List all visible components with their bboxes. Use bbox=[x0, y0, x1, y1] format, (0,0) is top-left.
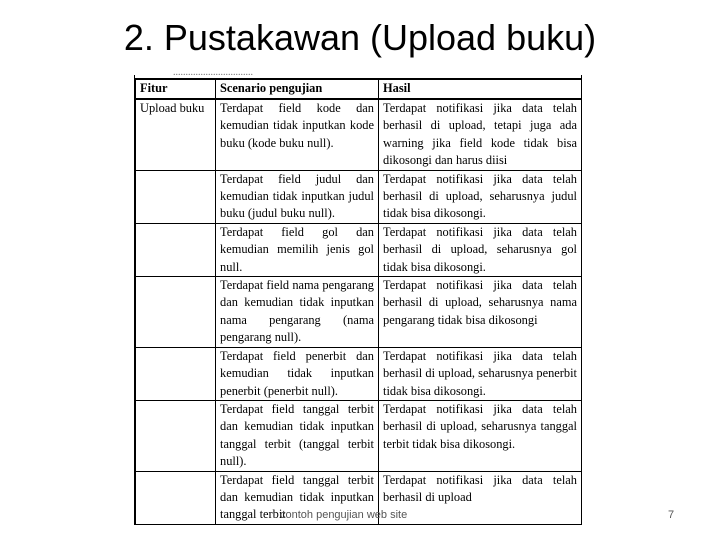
result-cell: Terdapat notifikasi jika data telah berhasil di upload, seharusnya penerbit tidak bisa dikosongi. bbox=[379, 347, 582, 400]
scenario-cell: Terdapat field kode dan kemudian tidak inputkan kode buku (kode buku null). bbox=[216, 99, 379, 170]
page-number: 7 bbox=[668, 509, 675, 521]
result-cell: Terdapat notifikasi jika data telah berhasil di upload, seharusnya gol tidak bisa dikosongi. bbox=[379, 223, 582, 276]
header-hasil: Hasil bbox=[379, 79, 582, 99]
cropped-text-remnant: ................................ bbox=[173, 67, 253, 78]
result-cell: Terdapat notifikasi jika data telah berhasil di upload, tetapi juga ada warning jika field kode tidak bisa dikosongi dan harus diisi bbox=[379, 99, 582, 170]
slide-title: 2. Pustakawan (Upload buku) bbox=[123, 17, 597, 58]
test-scenario-table bbox=[135, 78, 582, 525]
table-row bbox=[136, 223, 582, 276]
feature-cell-empty bbox=[136, 223, 216, 276]
table-row bbox=[136, 99, 582, 170]
header-scenario: Scenario pengujian bbox=[216, 79, 379, 99]
table-row bbox=[136, 277, 582, 348]
result-cell: Terdapat notifikasi jika data telah berhasil di upload bbox=[379, 471, 582, 524]
scenario-cell: Terdapat field gol dan kemudian memilih jenis gol null. bbox=[216, 223, 379, 276]
feature-cell-empty bbox=[136, 170, 216, 223]
result-cell: Terdapat notifikasi jika data telah berhasil di upload, seharusnya tanggal terbit tidak bisa dikosongi. bbox=[379, 400, 582, 471]
header-fitur: Fitur bbox=[136, 79, 216, 99]
feature-cell-empty bbox=[136, 347, 216, 400]
scenario-cell: Terdapat field nama pengarang dan kemudian tidak inputkan nama pengarang (nama pengarang null). bbox=[216, 277, 379, 348]
table-header-row bbox=[136, 79, 582, 99]
table-row bbox=[136, 170, 582, 223]
scenario-cell: Terdapat field tanggal terbit dan kemudian tidak inputkan tanggal terbit (tanggal terbit null). bbox=[216, 400, 379, 471]
slide-footer: contoh pengujian web site bbox=[280, 509, 408, 521]
feature-cell-empty bbox=[136, 400, 216, 471]
feature-cell-empty bbox=[136, 277, 216, 348]
table-row bbox=[136, 400, 582, 471]
scenario-cell: Terdapat field penerbit dan kemudian tidak inputkan penerbit (penerbit null). bbox=[216, 347, 379, 400]
table-row bbox=[136, 347, 582, 400]
scenario-cell: Terdapat field tanggal terbit dan kemudian tidak inputkan tanggal terbit bbox=[216, 471, 379, 524]
feature-cell-empty bbox=[136, 471, 216, 524]
result-cell: Terdapat notifikasi jika data telah berhasil di upload, seharusnya nama pengarang tidak bisa dikosongi bbox=[379, 277, 582, 348]
feature-cell: Upload buku bbox=[136, 99, 216, 170]
scenario-cell: Terdapat field judul dan kemudian tidak inputkan judul buku (judul buku null). bbox=[216, 170, 379, 223]
scanned-table-image bbox=[134, 67, 582, 525]
result-cell: Terdapat notifikasi jika data telah berhasil di upload, seharusnya judul tidak bisa dikosongi. bbox=[379, 170, 582, 223]
